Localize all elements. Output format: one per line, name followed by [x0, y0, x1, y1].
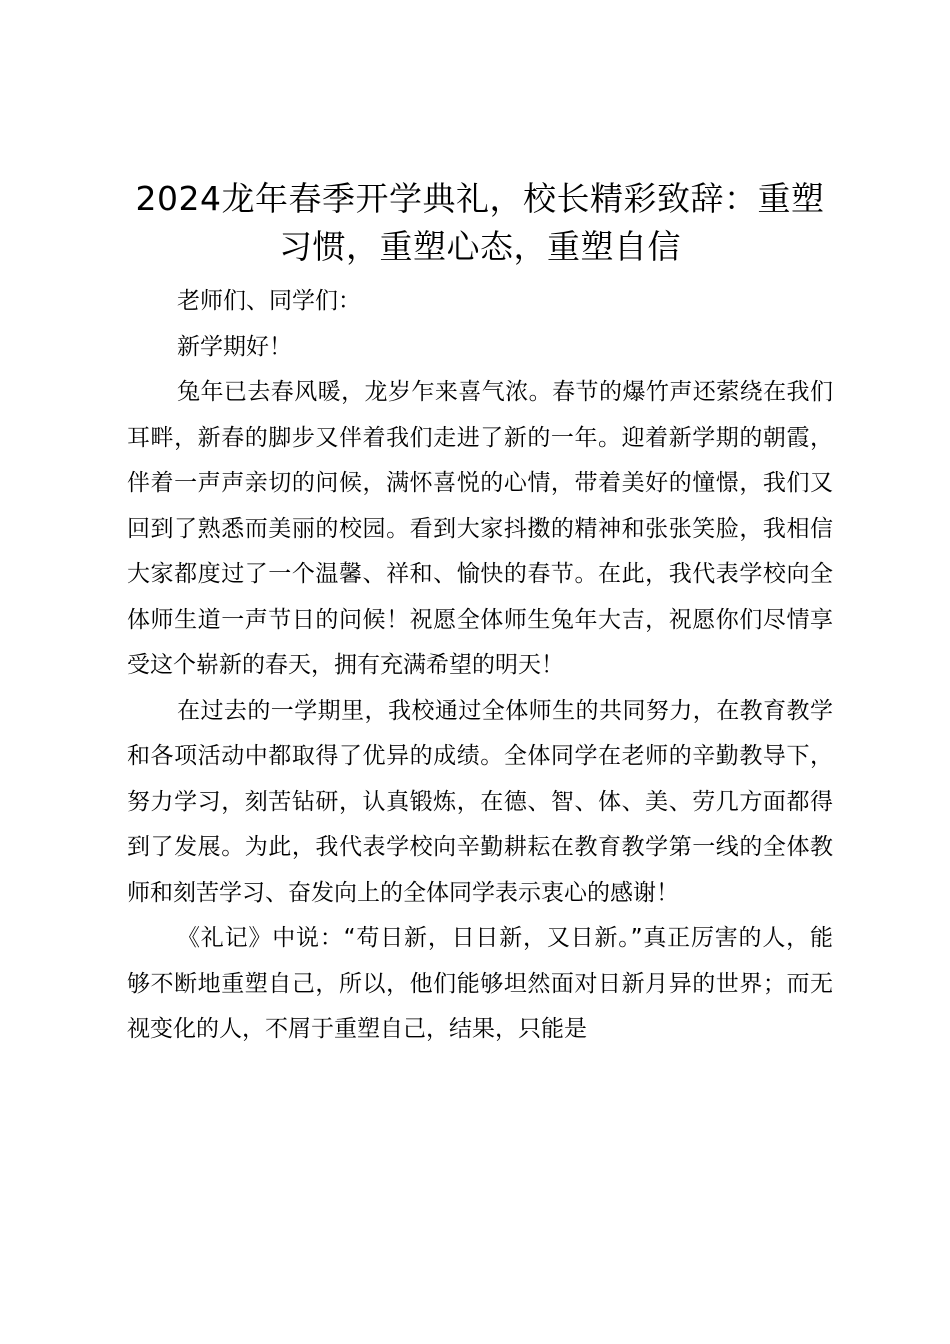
document-title: 2024龙年春季开学典礼，校长精彩致辞：重塑习惯，重塑心态，重塑自信	[135, 179, 825, 266]
document-body	[127, 279, 833, 1053]
body-paragraph: 兔年已去春风暖，龙岁乍来喜气浓。春节的爆竹声还萦绕在我们耳畔，新春的脚步又伴着我们走进了新的一年。迎着新学期的朝霞，伴着一声声亲切的问候，满怀喜悦的心情，带着美好的憧憬，我们又回到了熟悉而美丽的校园。看到大家抖擞的精神和张张笑脸，我相信大家都度过了一个温馨、祥和、愉快的春节。在此，我代表学校向全体师生道一声节日的问候！祝愿全体师生兔年大吉，祝愿你们尽情享受这个崭新的春天，拥有充满希望的明天！	[127, 379, 833, 678]
greeting-paragraph: 新学期好！	[177, 333, 292, 360]
document-page	[127, 175, 833, 1053]
salutation-paragraph: 老师们、同学们：	[177, 288, 361, 314]
body-paragraph: 《礼记》中说：“苟日新，日日新，又日新。”真正厉害的人，能够不断地重塑自己，所以，他们能够坦然面对日新月异的世界；而无视变化的人，不屑于重塑自己，结果，只能是	[127, 925, 833, 1042]
body-paragraph: 在过去的一学期里，我校通过全体师生的共同努力，在教育教学和各项活动中都取得了优异的成绩。全体同学在老师的辛勤教导下，努力学习，刻苦钻研，认真锻炼，在德、智、体、美、劳几方面都得到了发展。为此，我代表学校向辛勤耕耘在教育教学第一线的全体教师和刻苦学习、奋发向上的全体同学表示衷心的感谢！	[127, 697, 833, 906]
